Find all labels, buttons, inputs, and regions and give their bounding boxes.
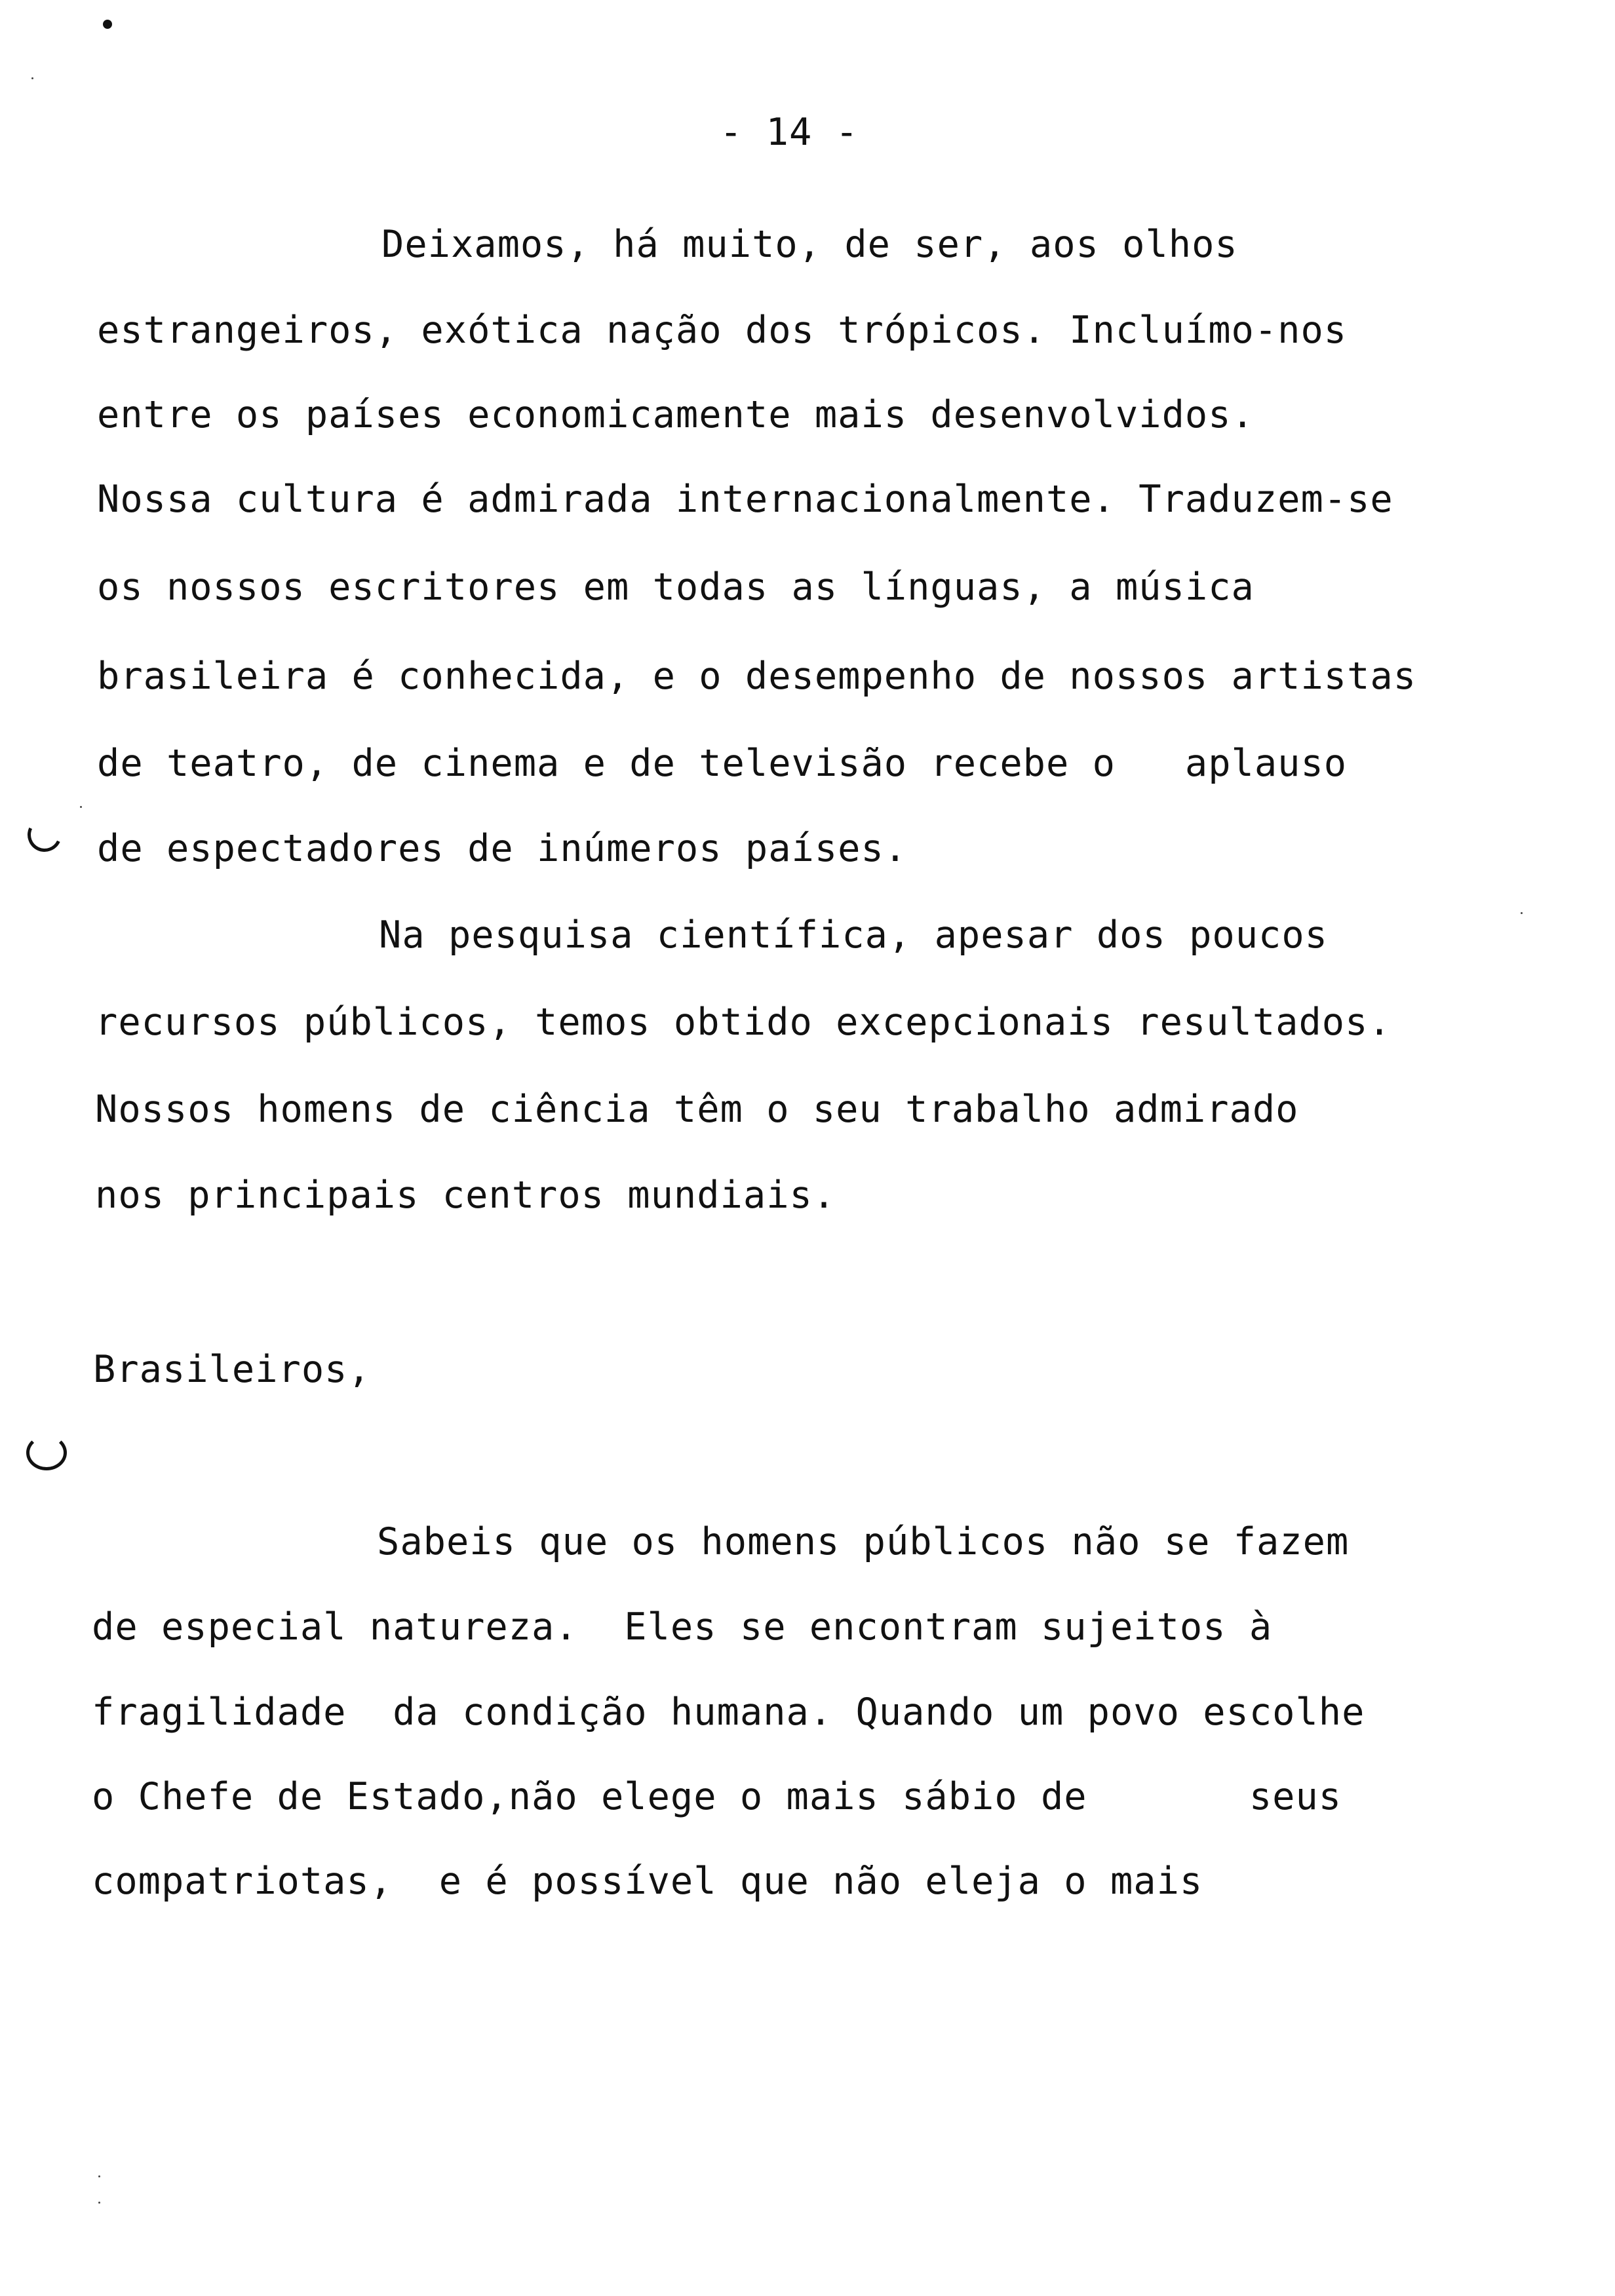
text-line: Nossos homens de ciência têm o seu trabalho admirado — [95, 1088, 1299, 1131]
text-line: de espectadores de inúmeros países. — [97, 827, 908, 870]
text-line: de especial natureza. Eles se encontram sujeitos à — [92, 1605, 1273, 1649]
text-line: nos principais centros mundiais. — [95, 1174, 836, 1217]
margin-arc-mark — [23, 813, 67, 857]
scan-speck — [31, 77, 33, 79]
text-line: Na pesquisa científica, apesar dos poucos — [379, 913, 1328, 957]
text-line: de teatro, de cinema e de televisão recebe o aplauso — [97, 742, 1348, 785]
page-number: - 14 - — [720, 111, 859, 154]
salutation: Brasileiros, — [93, 1348, 371, 1391]
text-line: compatriotas, e é possível que não eleja o mais — [92, 1860, 1203, 1903]
text-line: os nossos escritores em todas as línguas, a música — [97, 565, 1255, 609]
scan-speck — [98, 2202, 100, 2204]
text-line: estrangeiros, exótica nação dos trópicos. Incluímo-nos — [97, 309, 1348, 352]
text-line: Deixamos, há muito, de ser, aos olhos — [381, 223, 1238, 266]
text-line: Sabeis que os homens públicos não se fazem — [377, 1520, 1350, 1563]
text-line: entre os países economicamente mais desenvolvidos. — [97, 393, 1255, 436]
text-line: brasileira é conhecida, e o desempenho de nossos artistas — [97, 655, 1417, 698]
scan-dot-mark — [103, 20, 112, 29]
text-line: recursos públicos, temos obtido excepcionais resultados. — [95, 1001, 1391, 1044]
text-line: fragilidade da condição humana. Quando um povo escolhe — [92, 1691, 1365, 1734]
scan-speck — [1521, 912, 1523, 914]
margin-circle-mark — [26, 1435, 67, 1470]
scan-speck — [98, 2175, 100, 2177]
text-line: o Chefe de Estado,não elege o mais sábio de seus — [92, 1775, 1342, 1818]
scan-speck — [80, 806, 82, 808]
text-line: Nossa cultura é admirada internacionalmente. Traduzem-se — [97, 478, 1393, 521]
